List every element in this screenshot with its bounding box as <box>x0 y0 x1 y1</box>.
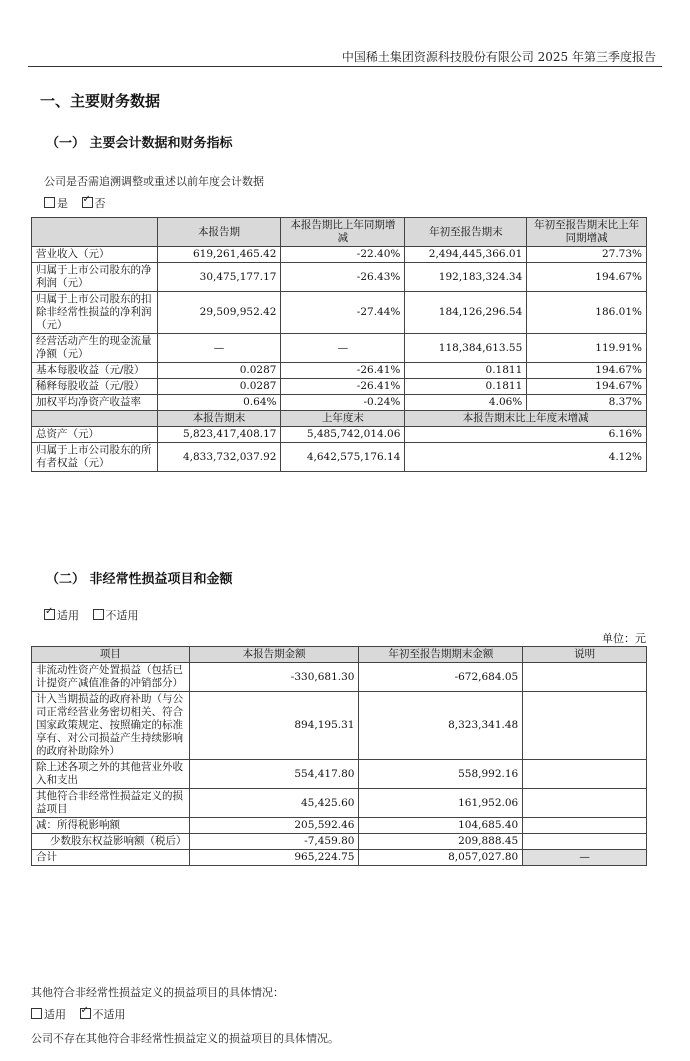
table-row: 基本每股收益（元/股） 0.0287 -26.41% 0.1811 194.67% <box>32 363 647 379</box>
retro-yes-option[interactable]: 是 <box>44 195 68 211</box>
table-row: 减：所得税影响额 205,592.46 104,685.40 <box>32 818 647 834</box>
table-row: 合计 965,224.75 8,057,027.80 — <box>32 850 647 866</box>
checkbox-empty-icon <box>93 609 104 620</box>
checkbox-empty-icon <box>44 197 55 208</box>
non-recurring-table <box>31 646 647 866</box>
t2-header: 项目 <box>32 647 190 663</box>
header-divider <box>28 66 662 67</box>
table-row: 归属于上市公司股东的所有者权益（元） 4,833,732,037.92 4,642,575,176.14 4.12% <box>32 443 647 472</box>
note-yes-option[interactable]: 适用 <box>31 1006 66 1022</box>
table-row: 稀释每股收益（元/股） 0.0287 -26.41% 0.1811 194.67% <box>32 379 647 395</box>
table-row: 计入当期损益的政府补助（与公司正常经营业务密切相关、符合国家政策规定、按照确定的标准享有、对公司损益产生持续影响的政府补助除外） 894,195.31 8,323,341.48 <box>32 692 647 760</box>
t1-header2: 本报告期末比上年度末增减 <box>405 411 647 427</box>
table-row: 除上述各项之外的其他营业外收入和支出 554,417.80 558,992.16 <box>32 760 647 789</box>
table-row: 归属于上市公司股东的扣除非经常性损益的净利润（元） 29,509,952.42 -27.44% 184,126,296.54 186.01% <box>32 292 647 334</box>
applicable-no-option[interactable]: 不适用 <box>93 607 139 623</box>
note-no-option[interactable]: ✓ 不适用 <box>80 1006 126 1022</box>
table-row: 归属于上市公司股东的净利润（元） 30,475,177.17 -26.43% 192,183,324.34 194.67% <box>32 263 647 292</box>
t1-header: 年初至报告期末 <box>405 218 527 247</box>
t1-header: 本报告期比上年同期增减 <box>281 218 405 247</box>
subsection-title-2: （二） 非经常性损益项目和金额 <box>46 572 233 587</box>
t2-header: 说明 <box>523 647 647 663</box>
table-row: 经营活动产生的现金流量净额（元） — — 118,384,613.55 119.91% <box>32 334 647 363</box>
t1-header2: 上年度末 <box>281 411 405 427</box>
table-row: 加权平均净资产收益率 0.64% -0.24% 4.06% 8.37% <box>32 395 647 411</box>
financial-data-table <box>31 217 647 472</box>
t2-header: 年初至报告期期末金额 <box>359 647 523 663</box>
table-row: 营业收入（元） 619,261,465.42 -22.40% 2,494,445,366.01 27.73% <box>32 247 647 263</box>
table-row: 总资产（元） 5,823,417,408.17 5,485,742,014.06 6.16% <box>32 427 647 443</box>
t2-header: 本报告期金额 <box>189 647 359 663</box>
note-options <box>31 1006 136 1022</box>
unit-label: 单位：元 <box>602 632 646 645</box>
retro-no-option[interactable]: ✓ 否 <box>82 195 106 211</box>
t1-header: 本报告期 <box>157 218 281 247</box>
table-row: 少数股东权益影响额（税后） -7,459.80 209,888.45 <box>32 834 647 850</box>
checkbox-checked-icon <box>80 1008 91 1019</box>
t1-header: 年初至报告期末比上年同期增减 <box>527 218 647 247</box>
checkbox-checked-icon <box>82 197 93 208</box>
table-row: 非流动性资产处置损益（包括已计提资产减值准备的冲销部分） -330,681.30 -672,684.05 <box>32 663 647 692</box>
report-header: 中国稀土集团资源科技股份有限公司 2025 年第三季度报告 <box>341 50 656 64</box>
table-row: 其他符合非经常性损益定义的损益项目 45,425.60 161,952.06 <box>32 789 647 818</box>
applicable-options <box>44 607 149 623</box>
section-title: 一、主要财务数据 <box>40 92 161 110</box>
t1-header2: 本报告期末 <box>157 411 281 427</box>
note-statement: 公司不存在其他符合非经常性损益定义的损益项目的具体情况。 <box>31 1032 339 1045</box>
applicable-yes-option[interactable]: ✓适用 <box>44 607 79 623</box>
retro-options <box>44 195 116 211</box>
note-line: 其他符合非经常性损益定义的损益项目的具体情况： <box>31 986 284 999</box>
checkbox-empty-icon <box>31 1008 42 1019</box>
t1-header2-blank <box>32 411 158 427</box>
retro-question: 公司是否需追溯调整或重述以前年度会计数据 <box>44 175 264 188</box>
checkbox-checked-icon <box>44 609 55 620</box>
subsection-title-1: （一） 主要会计数据和财务指标 <box>46 136 233 151</box>
t1-header-blank <box>32 218 158 247</box>
